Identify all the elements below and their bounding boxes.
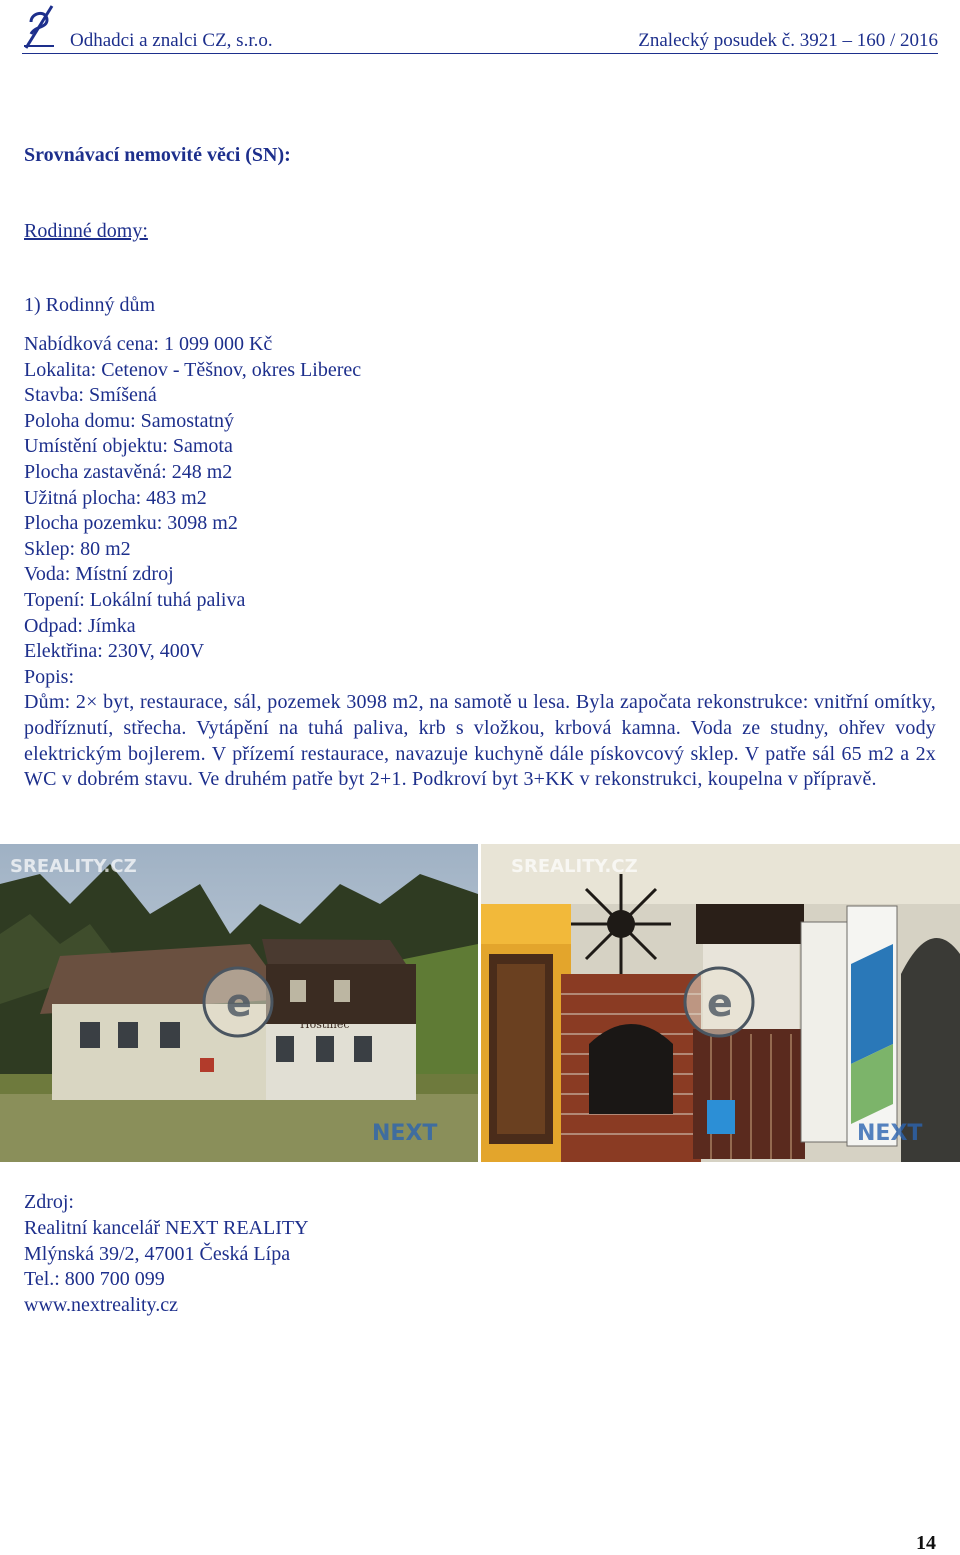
prop-cellar: Sklep: 80 m2 — [24, 537, 131, 560]
prop-description-label: Popis: — [24, 665, 75, 688]
watermark-e-icon: e — [226, 981, 252, 1025]
page-header — [0, 0, 960, 56]
prop-usable-area: Užitná plocha: 483 m2 — [24, 486, 207, 509]
page-number: 14 — [916, 1532, 936, 1554]
watermark-next-2: NEXT — [857, 1121, 923, 1146]
firm-name: Odhadci a znalci CZ, s.r.o. — [70, 30, 273, 51]
prop-construction: Stavba: Smíšená — [24, 384, 157, 407]
source-block — [24, 1190, 309, 1319]
property-description: Dům: 2× byt, restaurace, sál, pozemek 3098 m2, na samotě u lesa. Byla započata rekonstrukce: vnitřní omítky, podříznutí, střecha. Vytápění na tuhá paliva, krb s vložkou, krbová kamna. Voda ze studny, ohřev vody elektrickým bojlerem. V přízemí restaurace, navazuje kuchyně dále pískovcový sklep. V patře sál 65 m2 a 2x WC v dobrém stavu. Ve druhém patře byt 2+1. Podkroví byt 3+KK v rekonstrukci, koupelna v přípravě. — [24, 691, 936, 791]
report-number: Znalecký posudek č. 3921 – 160 / 2016 — [638, 30, 938, 51]
prop-location: Lokalita: Cetenov - Těšnov, okres Liberec — [24, 358, 362, 381]
watermark-sreality-2: SREALITY.CZ — [511, 856, 638, 877]
company-logo-icon — [22, 4, 56, 50]
source-website: www.nextreality.cz — [24, 1294, 179, 1317]
source-phone: Tel.: 800 700 099 — [24, 1268, 165, 1291]
prop-electricity: Elektřina: 230V, 400V — [24, 640, 205, 663]
photo-interior — [481, 844, 960, 1162]
prop-waste: Odpad: Jímka — [24, 614, 136, 637]
property-title: 1) Rodinný dům — [24, 294, 156, 316]
prop-price: Nabídková cena: 1 099 000 Kč — [24, 333, 273, 355]
prop-placement: Umístění objektu: Samota — [24, 435, 233, 458]
prop-heating: Topení: Lokální tuhá paliva — [24, 588, 246, 611]
photo-sign-hostinec: Hostinec — [300, 1018, 350, 1031]
section-title: Srovnávací nemovité věci (SN): — [24, 144, 291, 166]
prop-water: Voda: Místní zdroj — [24, 563, 174, 586]
property-photos — [0, 844, 960, 1162]
prop-position: Poloha domu: Samostatný — [24, 409, 234, 432]
photo-exterior — [0, 844, 478, 1162]
prop-built-area: Plocha zastavěná: 248 m2 — [24, 460, 233, 483]
subsection-title: Rodinné domy: — [24, 220, 148, 242]
header-divider — [22, 53, 938, 54]
watermark-sreality: SREALITY.CZ — [10, 856, 137, 877]
watermark-next: NEXT — [372, 1121, 438, 1146]
watermark-e-icon-2: e — [707, 981, 733, 1025]
source-agency: Realitní kancelář NEXT REALITY — [24, 1216, 309, 1239]
property-details — [24, 332, 936, 793]
prop-plot-area: Plocha pozemku: 3098 m2 — [24, 512, 238, 535]
source-label: Zdroj: — [24, 1191, 74, 1213]
source-address: Mlýnská 39/2, 47001 Česká Lípa — [24, 1242, 291, 1265]
